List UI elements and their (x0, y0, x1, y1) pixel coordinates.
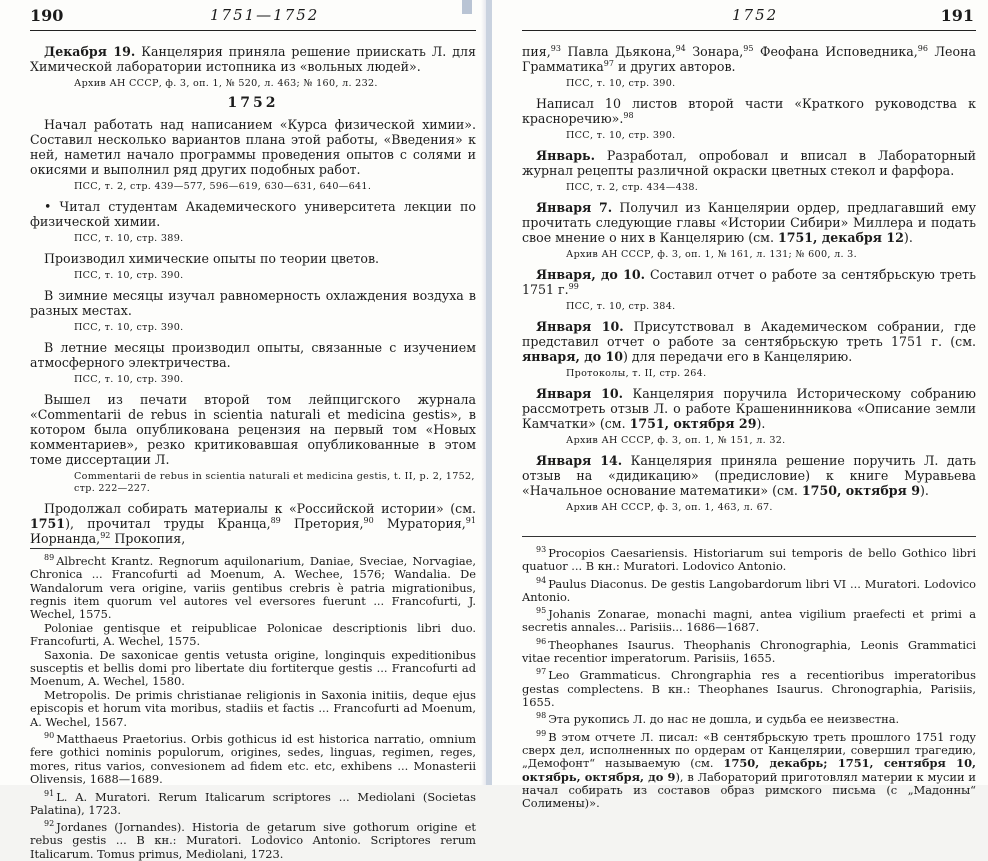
page-number-left: 190 (30, 6, 64, 25)
source-ref: ПСС, т. 2, стр. 439—577, 596—619, 630—631, 640—641. (74, 181, 372, 192)
entry: пия,$^{93}$ Павла Дьякона,$^{94}$ Зонара,$^{95}$ Феофана Исповедника,$^{96}$ Леона Грамматика$^{97}$ и других авторов. (522, 43, 976, 74)
source-ref: Архив АН СССР, ф. 3, оп. 1, № 151, л. 32. (566, 435, 786, 446)
footnote-rule (30, 548, 160, 549)
source-ref: Архив АН СССР, ф. 3, оп. 1, № 161, л. 131; № 600, л. 3. (566, 249, 857, 260)
right-page (492, 0, 988, 811)
footnotes (522, 543, 976, 811)
footnote: Poloniae gentisque et reipublicae Polonicae descriptionis libri duo. Francofurti, A. Wechel, 1575. (30, 620, 476, 649)
footnote: $^{90}$ Matthaeus Praetorius. Orbis gothicus id est historica narratio, omnium fere gothici nominis populorum, origines, sedes, linguas, regimen, reges, mores, ritus varios, convesionem ad fidem etc. etc, exhibens ... Monasterii Olivensis, 1688—1689. (30, 731, 476, 787)
right-content (522, 44, 976, 811)
footnote: Metropolis. De primis christianae religionis in Saxonia initiis, deque ejus episcopis et horum vita moribus, stadiis et factis ... Francofurti ad Moenum, A. Wechel, 1567. (30, 687, 476, 729)
left-content (30, 44, 476, 861)
entry: Вышел из печати второй том лейпцигского журнала «Commentarii de rebus in scientia naturali et medicina gestis», в котором была опубликована рецензия на первый том «Новых комментариев», резко критиковавшая опубликованные в этом томе диссертации Л. (30, 392, 476, 467)
footnote: $^{99}$ В этом отчете Л. писал: «В сентябрьскую треть прошлого 1751 году сверх дел, исполненных по ордерам от Канцелярии, совершил трагедию, „Демофонт“ называемую (см. 1750, декабрь; 1751, сентября 10, октябрь, октября, до 9), в Лабораторий приготовлял материи к мусии и начал собирать из составов образ римского письма (с „Мадонны“ Солимены)». (522, 728, 976, 811)
footnote: Saxonia. De saxonicae gentis vetusta origine, longinquis expeditionibus susceptis et bellis domi pro libertate diu fortiterque gestis ... Francofurti ad Moenum, A. Wechel, 1580. (30, 647, 476, 689)
bookmark-tab (462, 0, 472, 14)
header-rule (30, 30, 476, 31)
source-ref: Commentarii de rebus in scientia naturali et medicina gestis, t. II, p. 2, 1752, стр. 222—227. (74, 471, 475, 494)
source-ref: ПСС, т. 10, стр. 390. (74, 322, 184, 333)
footnote: $^{97}$ Leo Grammaticus. Chrongraphia res a recentioribus imperatoribus gestas complectens. В кн.: Theophanes Isaurus. Chronographia, Parisiis, 1655. (522, 667, 976, 710)
source-ref: ПСС, т. 10, стр. 389. (74, 233, 184, 244)
running-head-left: 1751—1752 (210, 6, 320, 24)
entry: Начал работать над написанием «Курса физической химии». Составил несколько вариантов плана этой работы, «Введения» к ней, наметил начало программы проведения опытов с солями и окисями и выполнил ряд других подобных работ. (30, 117, 476, 177)
header-rule (522, 30, 976, 31)
source-ref: ПСС, т. 2, стр. 434—438. (566, 182, 699, 193)
entry: Производил химические опыты по теории цветов. (44, 251, 380, 266)
entry: Января 10. Канцелярия поручила Историческому собранию рассмотреть отзыв Л. о работе Крашенинникова «Описание земли Камчатки» (см. 1751, октября 29). (522, 386, 976, 431)
footnote: $^{93}$ Procopios Caesariensis. Historiarum sui temporis de bello Gothico libri quatuor ... В кн.: Muratori. Lodovico Antonio. (522, 545, 976, 574)
entry: Декабря 19. Канцелярия приняла решение приискать Л. для Химической лаборатории истопника из «вольных людей». (30, 44, 476, 74)
entry: В зимние месяцы изучал равномерность охлаждения воздуха в разных местах. (30, 288, 476, 318)
source-ref: ПСС, т. 10, стр. 384. (566, 301, 676, 312)
year-heading: 1752 (227, 95, 279, 111)
entry: Продолжал собирать материалы к «Российской истории» (см. 1751), прочитал труды Кранца,$^{89}$ Претория,$^{90}$ Муратория,$^{91}$ Иорнанда,$^{92}$ Прокопия, (30, 501, 476, 546)
source-ref: ПСС, т. 10, стр. 390. (566, 130, 676, 141)
footnote: $^{92}$ Jordanes (Jornandes). Historia de getarum sive gothorum origine et rebus gestis ... В кн.: Muratori. Lodovico Antonio. Scriptores rerum Italicarum. Tomus primus, Mediolani, 1723. (30, 819, 476, 861)
footnote: $^{91}$ L. A. Muratori. Rerum Italicarum scriptores ... Mediolani (Societas Palatina), 1723. (30, 788, 476, 817)
page-number-right: 191 (940, 6, 974, 25)
source-ref: Протоколы, т. II, стр. 264. (566, 368, 707, 379)
entry: Написал 10 листов второй части «Краткого руководства к красноречию».$^{98}$ (522, 96, 976, 126)
entry: Января 10. Присутствовал в Академическом собрании, где представил отчет о работе за сентябрьскую треть 1751 г. (см. января, до 10) для передачи его в Канцелярию. (522, 319, 976, 364)
footnotes (30, 551, 476, 861)
footnote-rule (522, 536, 976, 537)
running-head-right: 1752 (732, 6, 779, 24)
left-page (0, 0, 486, 861)
entry: Января 7. Получил из Канцелярии ордер, предлагавший ему прочитать следующие главы «Истории Сибири» Миллера и подать свое мнение о них в Канцелярию (см. 1751, декабря 12). (522, 200, 976, 245)
footnote: $^{89}$ Albrecht Krantz. Regnorum aquilonarium, Daniae, Sveciae, Norvagiae, Chronica ... Francofurti ad Moenum, A. Wechee, 1576; Wandalia. De Wandalorum vera origine, variis gentibus crebris è patria migrationibus, regnis item quorum vel autores vel eversores fuerunt ... Francofurti, J. Wechel, 1575. (30, 553, 476, 622)
footnote: $^{95}$ Johanis Zonarae, monachi magni, antea vigilium praefecti et primi a secretis annales... Parisiis... 1686—1687. (522, 606, 976, 635)
source-ref: Архив АН СССР, ф. 3, оп. 1, № 520, л. 463; № 160, л. 232. (74, 78, 378, 89)
footnote: $^{94}$ Paulus Diaconus. De gestis Langobardorum libri VI ... Muratori. Lodovico Antonio. (522, 575, 976, 604)
source-ref: ПСС, т. 10, стр. 390. (566, 78, 676, 89)
entry: Января 14. Канцелярия приняла решение поручить Л. дать отзыв на «дидикацию» (предисловие) к книге Муравьева «Начальное основание математики» (см. 1750, октября 9). (522, 453, 976, 498)
footnote: $^{96}$ Theophanes Isaurus. Theophanis Chronographia, Leonis Grammatici vitae recentior imperatorum. Parisiis, 1655. (522, 636, 976, 666)
entry: • Читал студентам Академического университета лекции по физической химии. (30, 199, 476, 229)
source-ref: ПСС, т. 10, стр. 390. (74, 374, 184, 385)
entry: В летние месяцы производил опыты, связанные с изучением атмосферного электричества. (30, 340, 476, 370)
entry: Января, до 10. Составил отчет о работе за сентябрьскую треть 1751 г.$^{99}$ (522, 267, 976, 297)
source-ref: ПСС, т. 10, стр. 390. (74, 270, 184, 281)
footnote: $^{98}$ Эта рукопись Л. до нас не дошла, и судьба ее неизвестна. (536, 711, 900, 727)
source-ref: Архив АН СССР, ф. 3, оп. 1, 463, л. 67. (566, 502, 773, 513)
entry: Январь. Разработал, опробовал и вписал в Лабораторный журнал рецепты различной окраски цветных стекол и фарфора. (522, 148, 976, 178)
